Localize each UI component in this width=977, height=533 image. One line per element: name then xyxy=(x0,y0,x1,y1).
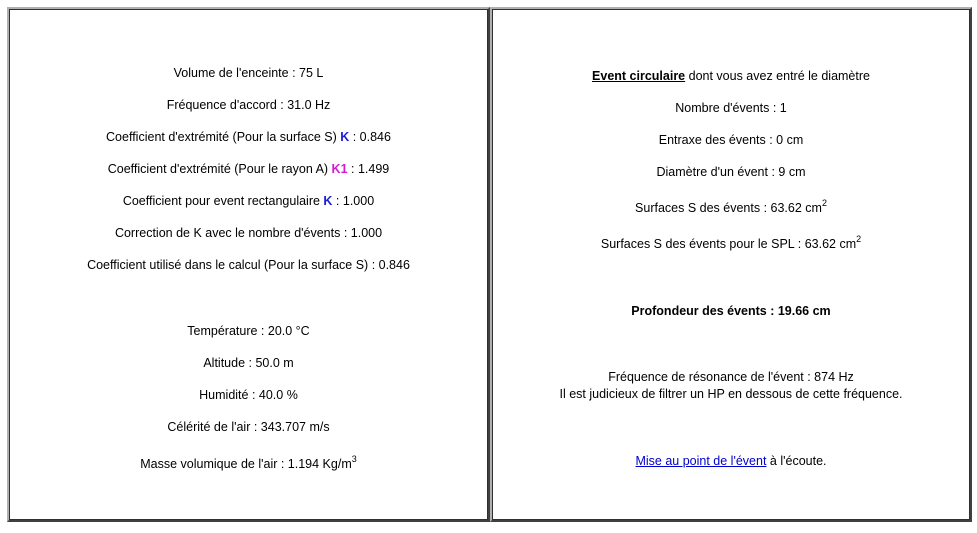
coef-rayon-value: : 1.499 xyxy=(347,162,390,176)
celerite-line: Célérité de l'air : 343.707 m/s xyxy=(167,420,330,434)
resonance-line: Fréquence de résonance de l'évent : 874 Hz xyxy=(608,370,854,384)
coef-surface-line xyxy=(10,129,487,145)
surfaces-label: Surfaces S des évents : 63.62 cm xyxy=(635,201,822,215)
filtrer-line: Il est judicieux de filtrer un HP en dessous de cette fréquence. xyxy=(559,387,903,401)
coef-rayon-k1: K1 xyxy=(331,162,348,176)
left-panel xyxy=(7,7,490,522)
event-type-title: Event circulaire xyxy=(592,69,686,83)
coef-utilise-line: Coefficient utilisé dans le calcul (Pour la surface S) : 0.846 xyxy=(87,258,410,272)
mise-au-point-link[interactable]: Mise au point de l'évent xyxy=(635,454,767,468)
humidite-line: Humidité : 40.0 % xyxy=(199,388,298,402)
nombre-events-line: Nombre d'évents : 1 xyxy=(675,101,787,115)
event-type-suffix: dont vous avez entré le diamètre xyxy=(685,69,870,83)
surfaces-spl-exponent: 2 xyxy=(856,233,862,244)
coef-rect-value: : 1.000 xyxy=(332,194,375,208)
coef-surface-k: K xyxy=(340,130,350,144)
entraxe-line: Entraxe des évents : 0 cm xyxy=(658,133,804,147)
temperature-line: Température : 20.0 °C xyxy=(187,324,310,338)
mise-au-point-line xyxy=(493,453,969,469)
event-type-line xyxy=(493,68,969,84)
masse-volumique-line xyxy=(10,453,487,472)
coef-rect-line xyxy=(10,193,487,209)
altitude-line: Altitude : 50.0 m xyxy=(203,356,294,370)
profondeur-line: Profondeur des évents : 19.66 cm xyxy=(631,304,831,318)
surfaces-exponent: 2 xyxy=(821,197,827,208)
surfaces-line xyxy=(493,197,969,216)
correction-line: Correction de K avec le nombre d'évents : 1.000 xyxy=(114,226,383,240)
right-panel xyxy=(490,7,972,522)
coef-rect-label: Coefficient pour event rectangulaire xyxy=(122,194,324,208)
coef-rayon-label: Coefficient d'extrémité (Pour le rayon A) xyxy=(107,162,332,176)
mise-au-point-suffix: à l'écoute. xyxy=(766,454,827,468)
coef-rect-k: K xyxy=(323,194,333,208)
masse-volumique-exponent: 3 xyxy=(351,453,357,464)
surfaces-spl-label: Surfaces S des évents pour le SPL : 63.62 cm xyxy=(600,237,857,251)
coef-rayon-line xyxy=(10,161,487,177)
surfaces-spl-line xyxy=(493,233,969,252)
coef-surface-value: : 0.846 xyxy=(349,130,391,144)
diametre-line: Diamètre d'un évent : 9 cm xyxy=(656,165,806,179)
frequence-line: Fréquence d'accord : 31.0 Hz xyxy=(166,98,331,112)
right-panel-inner xyxy=(492,9,970,520)
left-panel-inner xyxy=(9,9,488,520)
masse-volumique-label: Masse volumique de l'air : 1.194 Kg/m xyxy=(140,457,352,471)
volume-line: Volume de l'enceinte : 75 L xyxy=(173,66,324,80)
coef-surface-label: Coefficient d'extrémité (Pour la surface S) xyxy=(106,130,341,144)
